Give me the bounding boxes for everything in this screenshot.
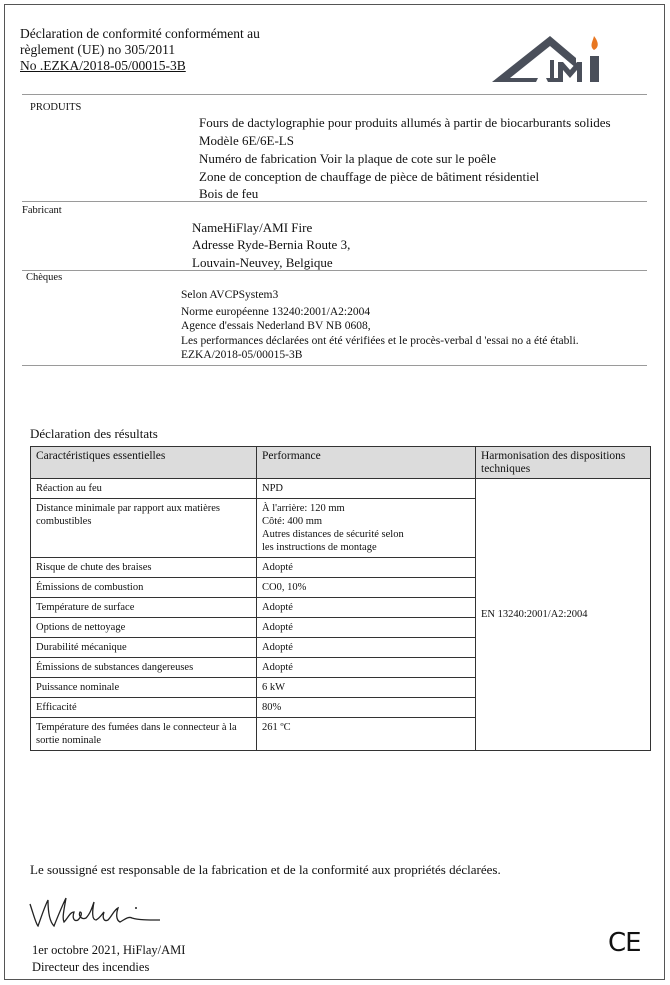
- produits-label: PRODUITS: [30, 102, 82, 113]
- cheques-label: Chèques: [26, 272, 63, 283]
- produits-line-3: Numéro de fabrication Voir la plaque de cote sur le poêle: [199, 151, 496, 166]
- characteristic-cell: Température des fumées dans le connecteur à la sortie nominale: [31, 718, 257, 751]
- fabricant-line-1: NameHiFlay/AMI Fire: [192, 220, 313, 235]
- fabricant-line-3: Louvain-Neuvey, Belgique: [192, 255, 333, 270]
- performance-cell: 261 ºC: [257, 718, 476, 751]
- divider: [22, 94, 647, 95]
- signature-block: [32, 942, 185, 976]
- characteristic-cell: Efficacité: [31, 698, 257, 718]
- cheques-line-5: EZKA/2018-05/00015-3B: [181, 349, 303, 361]
- title-line-2: règlement (UE) no 305/2011: [20, 42, 176, 57]
- table-row: [31, 479, 651, 499]
- characteristic-cell: Émissions de substances dangereuses: [31, 658, 257, 678]
- fabricant-line-2: Adresse Ryde-Bernia Route 3,: [192, 237, 351, 252]
- cheques-line-3: Agence d'essais Nederland BV NB 0608,: [181, 320, 371, 332]
- document-title: [20, 26, 260, 74]
- performance-cell: 80%: [257, 698, 476, 718]
- cheques-line-1: Selon AVCPSystem3: [181, 289, 279, 301]
- performance-cell: Adopté: [257, 658, 476, 678]
- harmonisation-cell: EN 13240:2001/A2:2004: [476, 479, 651, 751]
- divider: [22, 365, 647, 366]
- characteristic-cell: Réaction au feu: [31, 479, 257, 499]
- characteristic-cell: Risque de chute des braises: [31, 558, 257, 578]
- cheques-line-4: Les performances déclarées ont été vérifiées et le procès-verbal d 'essai no a été établi.: [181, 335, 579, 347]
- performance-cell: Adopté: [257, 618, 476, 638]
- produits-line-1: Fours de dactylographie pour produits allumés à partir de biocarburants solides: [199, 115, 611, 130]
- signature: [26, 890, 166, 932]
- performance-cell: CO0, 10%: [257, 578, 476, 598]
- characteristic-cell: Durabilité mécanique: [31, 638, 257, 658]
- signatory-role: Directeur des incendies: [32, 960, 150, 974]
- header-performance: Performance: [257, 447, 476, 479]
- results-title: Déclaration des résultats: [30, 426, 158, 441]
- results-table: [30, 446, 651, 751]
- reference-number: No .EZKA/2018-05/00015-3B: [20, 58, 186, 73]
- divider: [22, 201, 647, 202]
- performance-cell: À l'arrière: 120 mm Côté: 400 mm Autres distances de sécurité selon les instructions de montage: [257, 499, 476, 558]
- performance-cell: Adopté: [257, 558, 476, 578]
- characteristic-cell: Température de surface: [31, 598, 257, 618]
- performance-cell: 6 kW: [257, 678, 476, 698]
- divider: [22, 270, 647, 271]
- cheques-line-2: Norme européenne 13240:2001/A2:2004: [181, 306, 371, 318]
- produits-line-2: Modèle 6E/6E-LS: [199, 133, 294, 148]
- performance-cell: Adopté: [257, 638, 476, 658]
- signature-date: 1er octobre 2021, HiFlay/AMI: [32, 943, 186, 957]
- ce-mark: CE: [608, 928, 641, 958]
- ami-logo: [490, 30, 615, 86]
- header-harmonisation: Harmonisation des dispositions techniques: [476, 447, 651, 479]
- results-body: [31, 479, 651, 751]
- characteristic-cell: Distance minimale par rapport aux matières combustibles: [31, 499, 257, 558]
- performance-cell: Adopté: [257, 598, 476, 618]
- characteristic-cell: Émissions de combustion: [31, 578, 257, 598]
- responsibility-statement: Le soussigné est responsable de la fabrication et de la conformité aux propriétés déclarées.: [30, 862, 501, 877]
- produits-line-5: Bois de feu: [199, 186, 259, 201]
- characteristic-cell: Puissance nominale: [31, 678, 257, 698]
- characteristic-cell: Options de nettoyage: [31, 618, 257, 638]
- fabricant-label: Fabricant: [22, 205, 62, 216]
- table-header-row: [31, 447, 651, 479]
- title-line-1: Déclaration de conformité conformément au: [20, 26, 260, 41]
- header-characteristics: Caractéristiques essentielles: [31, 447, 257, 479]
- produits-line-4: Zone de conception de chauffage de pièce de bâtiment résidentiel: [199, 169, 540, 184]
- performance-cell: NPD: [257, 479, 476, 499]
